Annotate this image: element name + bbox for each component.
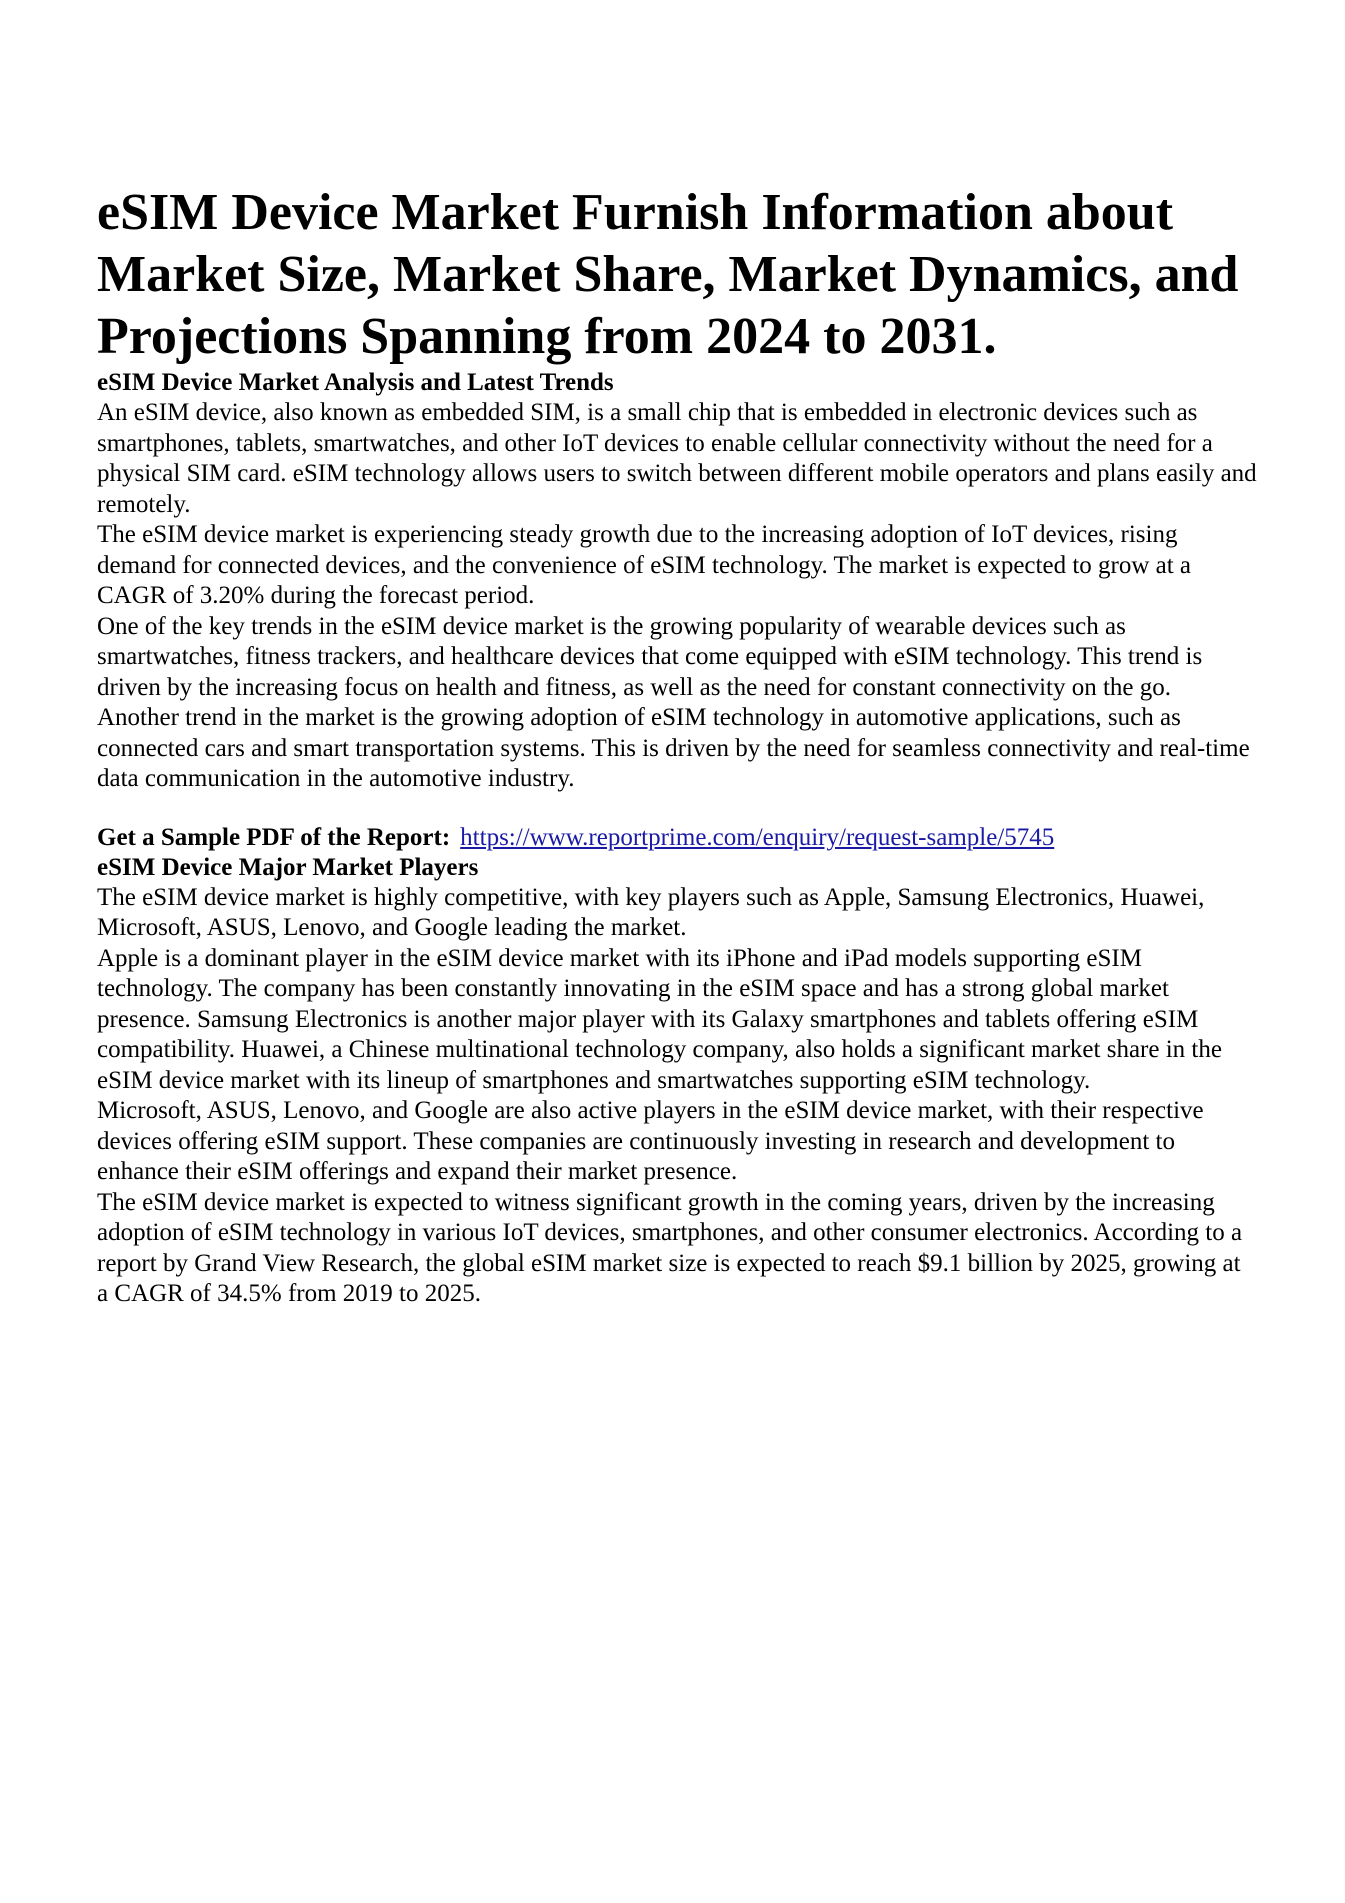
paragraph: An eSIM device, also known as embedded SIM, is a small chip that is embedded in electronic devices such as smartphones, tablets, smartwatches, and other IoT devices to enable cellular connectivity without the need for a physical SIM card. eSIM technology allows users to switch between different mobile operators and plans easily and remotely. <box>97 399 1257 518</box>
document-title: eSIM Device Market Furnish Information about Market Size, Market Share, Market Dynamics, and Projections Spanning from 2024 to 2031. <box>97 184 1239 365</box>
section-heading-players: eSIM Device Major Market Players <box>97 853 479 881</box>
paragraph: The eSIM device market is experiencing steady growth due to the increasing adoption of IoT devices, rising demand for connected devices, and the convenience of eSIM technology. The market is expected to grow at a CAGR of 3.20% during the forecast period. <box>97 521 1192 609</box>
paragraph: One of the key trends in the eSIM device market is the growing popularity of wearable devices such as smartwatches, fitness trackers, and healthcare devices that come equipped with eSIM technology. This trend is driven by the increasing focus on health and fitness, as well as the need for constant connectivity on the go. <box>97 612 1203 701</box>
paragraph: The eSIM device market is expected to witness significant growth in the coming years, driven by the increasing adoption of eSIM technology in various IoT devices, smartphones, and other consumer electronics. According to a report by Grand View Research, the global eSIM market size is expected to reach $9.1 billion by 2025, growing at a CAGR of 34.5% from 2019 to 2025. <box>97 1188 1243 1307</box>
sample-pdf-label: Get a Sample PDF of the Report: <box>97 823 451 851</box>
sample-pdf-link[interactable]: https://www.reportprime.com/enquiry/request-sample/5745 <box>460 823 1055 851</box>
document-page <box>97 182 1257 1310</box>
paragraph: The eSIM device market is highly competitive, with key players such as Apple, Samsung Electronics, Huawei, Microsoft, ASUS, Lenovo, and Google leading the market. <box>97 883 1205 941</box>
section-heading-analysis: eSIM Device Market Analysis and Latest Trends <box>97 369 614 396</box>
sample-pdf-line <box>97 823 1257 853</box>
paragraph: Another trend in the market is the growing adoption of eSIM technology in automotive applications, such as connected cars and smart transportation systems. This is driven by the need for seamless connectivity and real-time data communication in the automotive industry. <box>97 704 1250 792</box>
paragraph: Microsoft, ASUS, Lenovo, and Google are also active players in the eSIM device market, with their respective devices offering eSIM support. These companies are continuously investing in research and development to enhance their eSIM offerings and expand their market presence. <box>97 1097 1204 1185</box>
paragraph: Apple is a dominant player in the eSIM device market with its iPhone and iPad models supporting eSIM technology. The company has been constantly innovating in the eSIM space and has a strong global market presence. Samsung Electronics is another major player with its Galaxy smartphones and tablets offering eSIM compatibility. Huawei, a Chinese multinational technology company, also holds a significant market share in the eSIM device market with its lineup of smartphones and smartwatches supporting eSIM technology. <box>97 944 1222 1094</box>
